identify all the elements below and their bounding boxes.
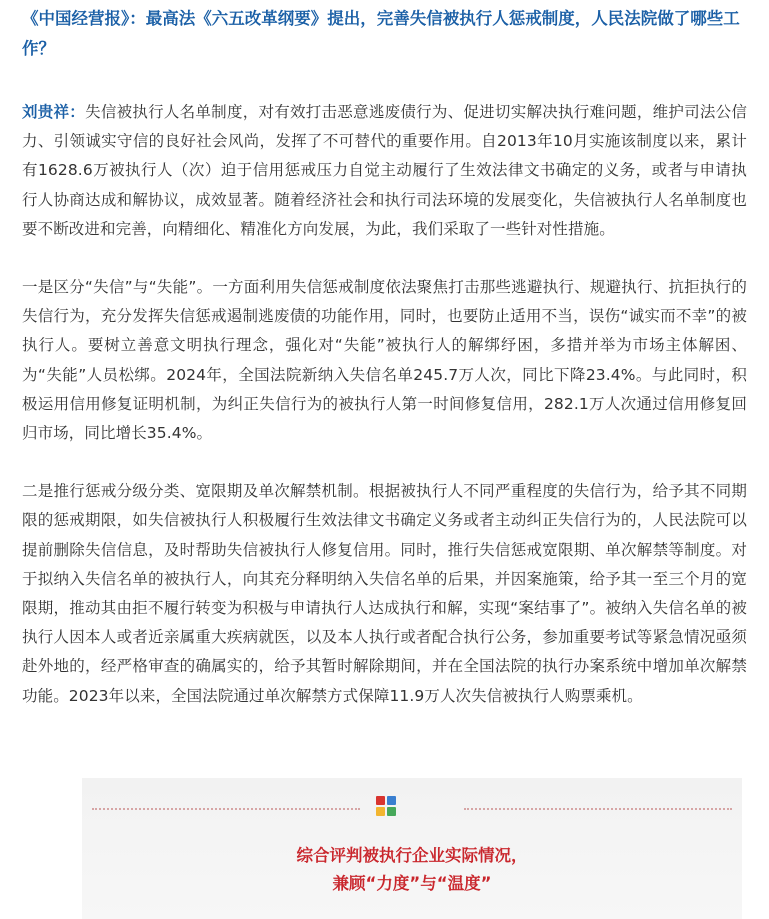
dotted-line-left [92, 808, 360, 810]
section-heading-line-1: 综合评判被执行企业实际情况， [296, 846, 528, 865]
answer-paragraph-3: 二是推行惩戒分级分类、宽限期及单次解禁机制。根据被执行人不同严重程度的失信行为，给予其不同期限的惩戒期限，如失信被执行人积极履行生效法律文书确定义务或者主动纠正失信行为的，人民法院可以提前删除失信信息，及时帮助失信被执行人修复信用。同时，推行失信惩戒宽限期、单次解禁等制度。对于拟纳入失信名单的被执行人，向其充分释明纳入失信名单的后果，并因案施策，给予其一至三个月的宽限期，推动其由拒不履行转变为积极与申请执行人达成执行和解，实现“案结事了”。被纳入失信名单的被执行人因本人或者近亲属重大疾病就医，以及本人执行或者配合执行公务，参加重要考试等紧急情况亟须赴外地的，经严格审查的确属实的，给予其暂时解除期间，并在全国法院的执行办案系统中增加单次解禁功能。2023年以来，全国法院通过单次解禁方式保障11.9万人次失信被执行人购票乘机。 [22, 482, 747, 705]
four-color-squares-icon [376, 796, 398, 818]
dotted-line-right [464, 808, 732, 810]
section-heading-line-2: 兼顾“力度”与“温度” [332, 874, 492, 893]
answer-paragraph-1 [22, 98, 747, 244]
section-banner [82, 778, 742, 919]
speaker-name: 刘贵祥： [22, 103, 86, 121]
interview-question: 《中国经营报》：最高法《六五改革纲要》提出，完善失信被执行人惩戒制度，人民法院做了哪些工作？ [22, 9, 740, 58]
answer-paragraph-1-text: 失信被执行人名单制度，对有效打击恶意逃废债行为、促进切实解决执行难问题，维护司法公信力、引领诚实守信的良好社会风尚，发挥了不可替代的重要作用。自2013年10月实施该制度以来，累计有1628.6万被执行人（次）迫于信用惩戒压力自觉主动履行了生效法律文书确定的义务，或者与申请执行人协商达成和解协议，成效显著。随着经济社会和执行司法环境的发展变化，失信被执行人名单制度也要不断改进和完善，向精细化、精准化方向发展，为此，我们采取了一些针对性措施。 [22, 103, 747, 238]
section-heading [82, 842, 742, 898]
answer-paragraph-2: 一是区分“失信”与“失能”。一方面利用失信惩戒制度依法聚焦打击那些逃避执行、规避执行、抗拒执行的失信行为，充分发挥失信惩戒遏制逃废债的功能作用，同时，也要防止适用不当，误伤“诚实而不幸”的被执行人。要树立善意文明执行理念，强化对“失能”被执行人的解绑纾困，多措并举为市场主体解困、为“失能”人员松绑。2024年，全国法院新纳入失信名单245.7万人次，同比下降23.4%。与此同时，积极运用信用修复证明机制，为纠正失信行为的被执行人第一时间修复信用，282.1万人次通过信用修复回归市场，同比增长35.4%。 [22, 278, 747, 443]
